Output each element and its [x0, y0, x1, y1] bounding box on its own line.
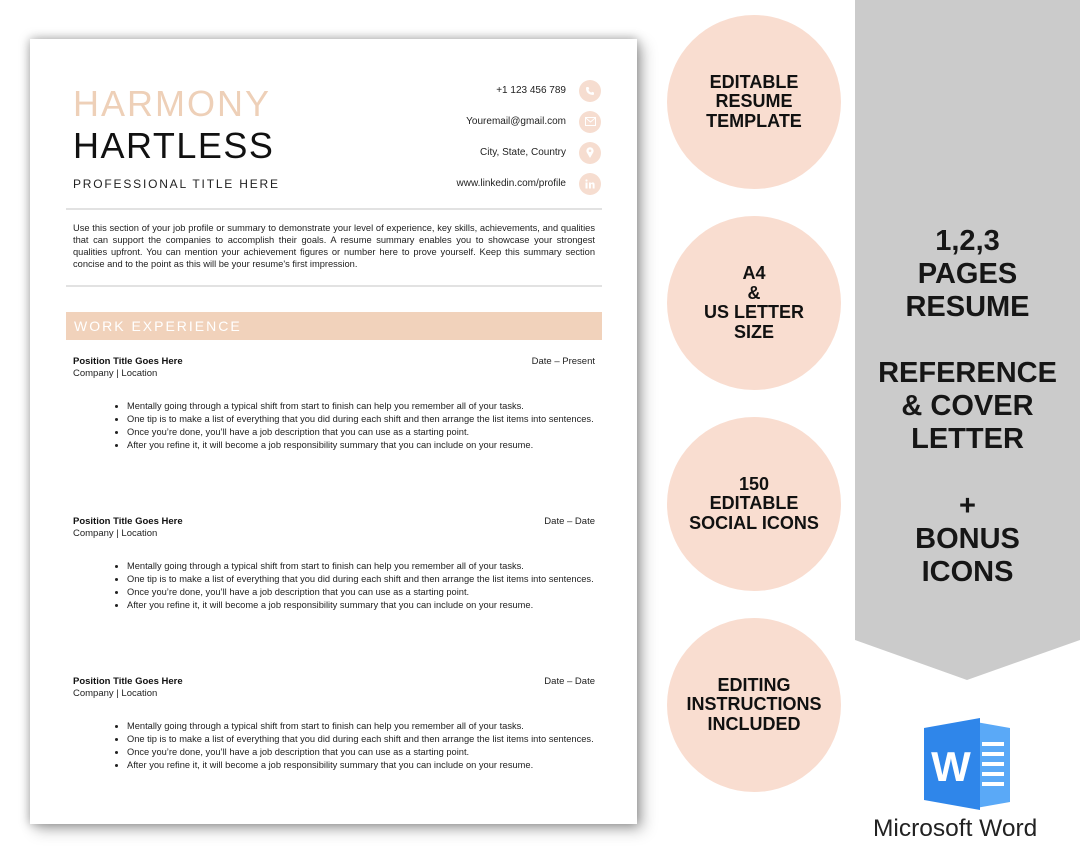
feature-line: INSTRUCTIONS: [686, 694, 822, 715]
word-label: Microsoft Word: [873, 815, 1038, 842]
feature-line: TEMPLATE: [706, 110, 802, 131]
professional-title: PROFESSIONAL TITLE HERE: [73, 177, 280, 191]
feature-circle-paper-size: [667, 216, 841, 390]
email-icon: [579, 111, 601, 133]
ribbon-line: BONUS: [915, 523, 1020, 555]
ribbon-line: RESUME: [905, 291, 1030, 323]
job-company: Company | Location: [73, 688, 158, 699]
linkedin-icon: [579, 173, 601, 195]
job-bullet: • One tip is to make a list of everything that you did during each shift and then arrange the list items into sentences.: [127, 413, 595, 426]
word-icon: [920, 716, 1016, 812]
contact-location: [341, 137, 601, 168]
phone-icon: [579, 80, 601, 102]
ribbon-line: REFERENCE: [878, 357, 1057, 389]
section-heading: WORK EXPERIENCE: [74, 318, 242, 334]
ribbon-line: ICONS: [921, 556, 1014, 588]
feature-circle-social-icons: [667, 417, 841, 591]
feature-line: SIZE: [733, 321, 774, 342]
feature-line: RESUME: [715, 91, 793, 112]
job-entry: [73, 676, 595, 772]
resume-page: [30, 39, 637, 824]
job-bullets: [73, 400, 595, 452]
job-bullet: • Mentally going through a typical shift from start to finish can help you remember all of your tasks.: [127, 400, 595, 413]
job-company: Company | Location: [73, 368, 158, 379]
work-experience-bar: [66, 312, 602, 340]
email-text: Youremail@gmail.com: [466, 116, 566, 127]
job-bullet: • After you refine it, it will become a job responsibility summary that you can include on your resume.: [127, 759, 595, 772]
website-text: www.linkedin.com/profile: [456, 178, 566, 189]
feature-line: EDITING: [717, 674, 791, 695]
ribbon-line: 1,2,3: [935, 225, 1000, 257]
job-bullet: • Once you’re done, you’ll have a job description that you can use as a starting point.: [127, 426, 595, 439]
phone-text: +1 123 456 789: [496, 85, 566, 96]
job-bullet: • Once you’re done, you’ll have a job description that you can use as a starting point.: [127, 586, 595, 599]
job-date: Date – Date: [544, 516, 595, 527]
microsoft-word-logo: [920, 716, 1016, 812]
header-divider: [66, 208, 602, 210]
word-logo-letter: W: [931, 743, 971, 790]
contact-website: [341, 168, 601, 199]
feature-line: US LETTER: [703, 302, 804, 322]
reference-cover-text: [855, 357, 1080, 456]
first-name: HARMONY: [73, 83, 272, 124]
job-bullet: • After you refine it, it will become a job responsibility summary that you can include on your resume.: [127, 599, 595, 612]
contact-block: [341, 75, 601, 199]
feature-line: SOCIAL ICONS: [689, 512, 819, 533]
feature-line: EDITABLE: [709, 71, 799, 92]
job-date: Date – Date: [544, 676, 595, 687]
summary-paragraph: Use this section of your job profile or summary to demonstrate your level of experience, key skills, achievements, and qualities that can support the companies to accomplish their goals. A resume summary enables you to showcase your strongest qualities upfront. You can mention your achievement figures or number here to prove yourself. Keep this summary section concise and to the point as this will be your resume's first impression.: [73, 223, 595, 269]
job-bullets: [73, 720, 595, 772]
job-title: Position Title Goes Here: [73, 356, 183, 367]
job-bullets: [73, 560, 595, 612]
contact-phone: [341, 75, 601, 106]
job-title: Position Title Goes Here: [73, 676, 183, 687]
feature-line: 150: [738, 473, 770, 494]
ribbon-line: PAGES: [917, 258, 1018, 290]
feature-line: &: [747, 282, 761, 303]
job-bullet: • One tip is to make a list of everything that you did during each shift and then arrange the list items into sentences.: [127, 733, 595, 746]
job-title: Position Title Goes Here: [73, 516, 183, 527]
feature-line: EDITABLE: [709, 493, 799, 514]
job-company: Company | Location: [73, 528, 158, 539]
location-text: City, State, Country: [480, 147, 566, 158]
job-bullet: • One tip is to make a list of everything that you did during each shift and then arrange the list items into sentences.: [127, 573, 595, 586]
job-entry: [73, 356, 595, 452]
location-pin-icon: [579, 142, 601, 164]
job-bullet: • After you refine it, it will become a job responsibility summary that you can include on your resume.: [127, 439, 595, 452]
last-name: HARTLESS: [73, 125, 275, 166]
job-bullet: • Mentally going through a typical shift from start to finish can help you remember all of your tasks.: [127, 560, 595, 573]
plus-sign: +: [959, 490, 976, 522]
summary-divider: [66, 285, 602, 287]
job-entry: [73, 516, 595, 612]
job-bullet: • Once you’re done, you’ll have a job description that you can use as a starting point.: [127, 746, 595, 759]
feature-circle-instructions: [667, 618, 841, 792]
feature-line: INCLUDED: [707, 713, 801, 734]
pages-text: [855, 225, 1080, 324]
contact-email: [341, 106, 601, 137]
ribbon-line: & COVER: [901, 390, 1034, 422]
job-bullet: • Mentally going through a typical shift from start to finish can help you remember all of your tasks.: [127, 720, 595, 733]
bonus-icons-text: [855, 523, 1080, 589]
ribbon-line: LETTER: [911, 423, 1024, 455]
feature-line: A4: [742, 263, 766, 283]
feature-circle-editable-template: [667, 15, 841, 189]
job-date: Date – Present: [531, 356, 595, 367]
contents-ribbon: [855, 0, 1080, 680]
